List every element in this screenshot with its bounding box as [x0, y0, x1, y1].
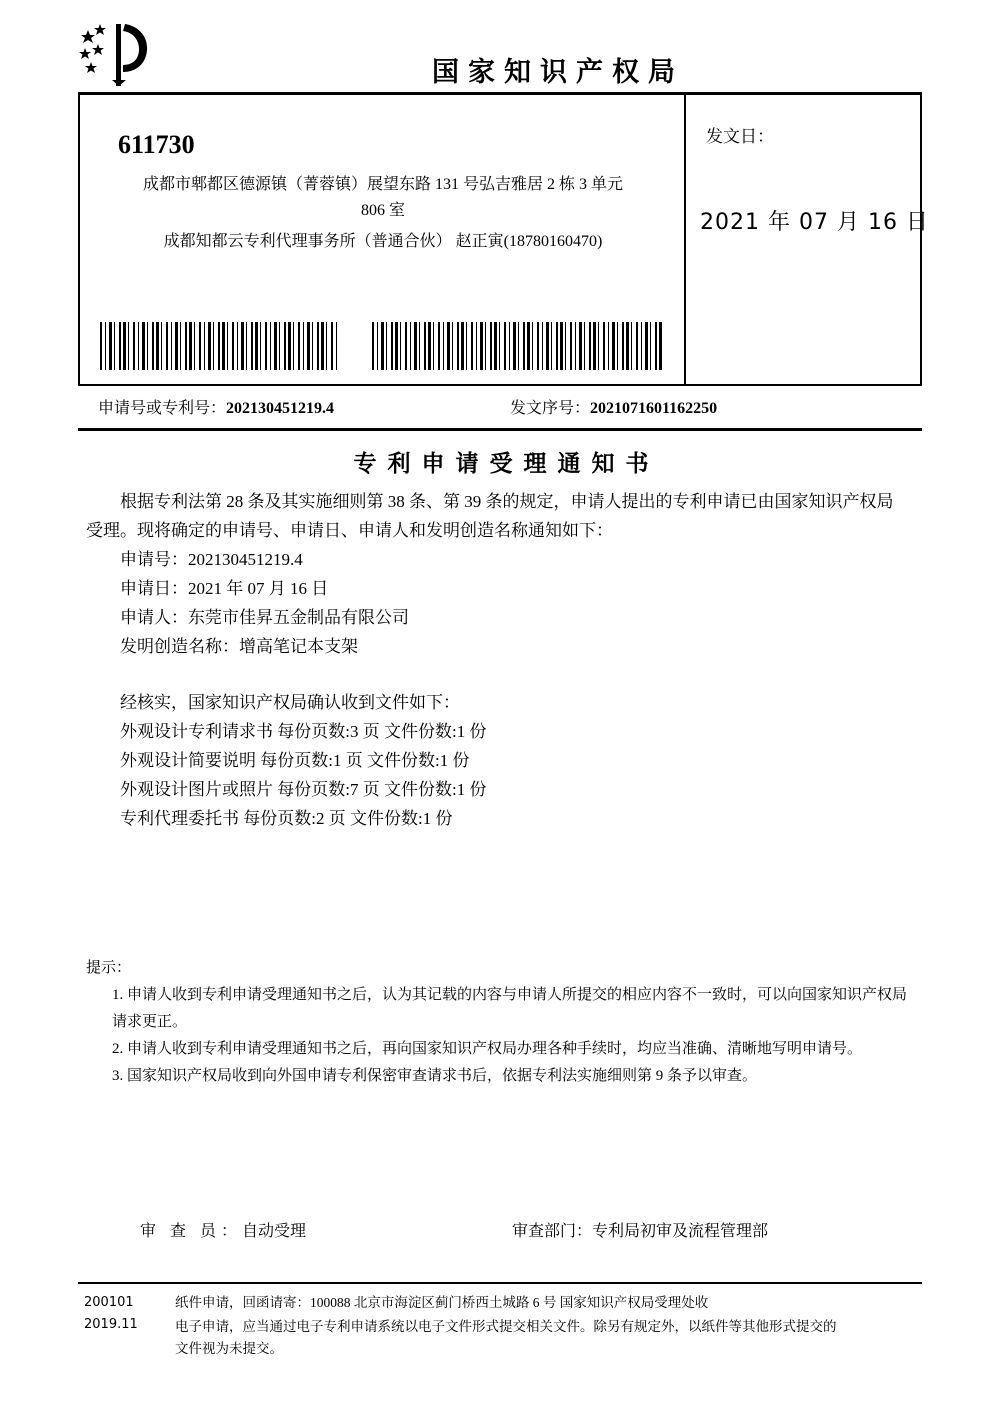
document-item-power-of-attorney: 专利代理委托书 每份页数:2 页 文件份数:1 份 [120, 809, 453, 828]
organization-title: 国家知识产权局 [432, 57, 684, 88]
barcode-right [372, 322, 662, 370]
document-item-request: 外观设计专利请求书 每份页数:3 页 文件份数:1 份 [120, 722, 487, 741]
department-label: 审查部门： [512, 1223, 593, 1240]
document-item-brief: 外观设计简要说明 每份页数:1 页 文件份数:1 份 [120, 751, 470, 770]
page-title: 专利申请受理通知书 [353, 450, 660, 477]
application-number-label: 申请号或专利号： [98, 400, 227, 417]
barcode-right-bars [372, 322, 662, 370]
recipient-address [98, 172, 668, 224]
footer-line-3: 文件视为未提交。 [175, 1341, 283, 1356]
footer-line-1: 纸件申请，回函请寄：100088 北京市海淀区蓟门桥西土城路 6 号 国家知识产权局受理处收 [175, 1295, 709, 1310]
field-application-date: 申请日：2021 年 07 月 16 日 [120, 579, 329, 598]
sipo-emblem-logo [78, 20, 164, 88]
note-item-1-cont: 请求更正。 [112, 1014, 188, 1030]
frame-left-border [78, 92, 80, 386]
document-number: 611730 [118, 130, 195, 159]
department-row [512, 1218, 768, 1241]
issue-date-label: 发文日： [706, 127, 774, 146]
note-item-2: 2. 申请人收到专利申请受理通知书之后，再向国家知识产权局办理各种手续时，均应当准确、清晰地写明申请号。 [112, 1041, 863, 1057]
serial-number-row [510, 395, 717, 418]
footer-code-1: 200101 [84, 1295, 134, 1310]
agent-line: 成都知都云专利代理事务所（普通合伙） 赵正寅(18780160470) [163, 233, 603, 250]
header-divider [78, 92, 922, 95]
field-application-number: 申请号：202130451219.4 [120, 550, 303, 569]
application-number-value: 202130451219.4 [226, 400, 335, 417]
footer-codes [84, 1292, 138, 1336]
footer-text [175, 1292, 935, 1360]
barcode-left [100, 322, 338, 370]
footer-divider [78, 1282, 922, 1284]
intro-line-2: 受理。现将确定的申请号、申请日、申请人和发明创造名称通知如下： [86, 521, 613, 540]
document-header [78, 18, 922, 90]
document-body [86, 487, 916, 833]
footer-code-2: 2019.11 [84, 1317, 138, 1332]
application-number-row [98, 395, 334, 418]
field-applicant: 申请人：东莞市佳昇五金制品有限公司 [120, 608, 409, 627]
address-line-1: 成都市郫都区德源镇（菁蓉镇）展望东路 131 号弘吉雅居 2 栋 3 单元 [142, 176, 623, 193]
examiner-label: 审 查 员： [140, 1223, 243, 1240]
confirm-line: 经核实，国家知识产权局确认收到文件如下： [120, 693, 460, 712]
barcode-left-bars [100, 322, 338, 370]
examiner-value: 自动受理 [242, 1223, 307, 1240]
serial-number-value: 2021071601162250 [590, 400, 718, 417]
issue-date-value: 2021 年 07 月 16 日 [700, 210, 929, 235]
examiner-row [140, 1218, 306, 1241]
frame-right-border [920, 92, 922, 386]
department-value: 专利局初审及流程管理部 [592, 1223, 769, 1240]
body-spacer [86, 661, 916, 688]
footer-line-2: 电子申请，应当通过电子专利申请系统以电子文件形式提交相关文件。除另有规定外，以纸件等其他形式提交的 [175, 1319, 837, 1334]
serial-number-label: 发文序号： [510, 400, 591, 417]
frame-inner-divider [684, 95, 686, 386]
notes-section [86, 955, 926, 1090]
notes-title: 提示： [86, 960, 132, 976]
address-line-2: 806 室 [360, 202, 405, 219]
numbers-divider [78, 428, 922, 431]
field-invention-name: 发明创造名称：增高笔记本支架 [120, 637, 358, 656]
note-item-3: 3. 国家知识产权局收到向外国申请专利保密审查请求书后，依据专利法实施细则第 9 条予以审查。 [112, 1068, 758, 1084]
intro-line-1: 根据专利法第 28 条及其实施细则第 38 条、第 39 条的规定，申请人提出的专利申请已由国家知识产权局 [120, 492, 894, 511]
note-item-1: 1. 申请人收到专利申请受理通知书之后，认为其记载的内容与申请人所提交的相应内容不一致时，可以向国家知识产权局 [112, 987, 908, 1003]
frame-bottom-border [78, 384, 922, 386]
document-item-drawings: 外观设计图片或照片 每份页数:7 页 文件份数:1 份 [120, 780, 487, 799]
